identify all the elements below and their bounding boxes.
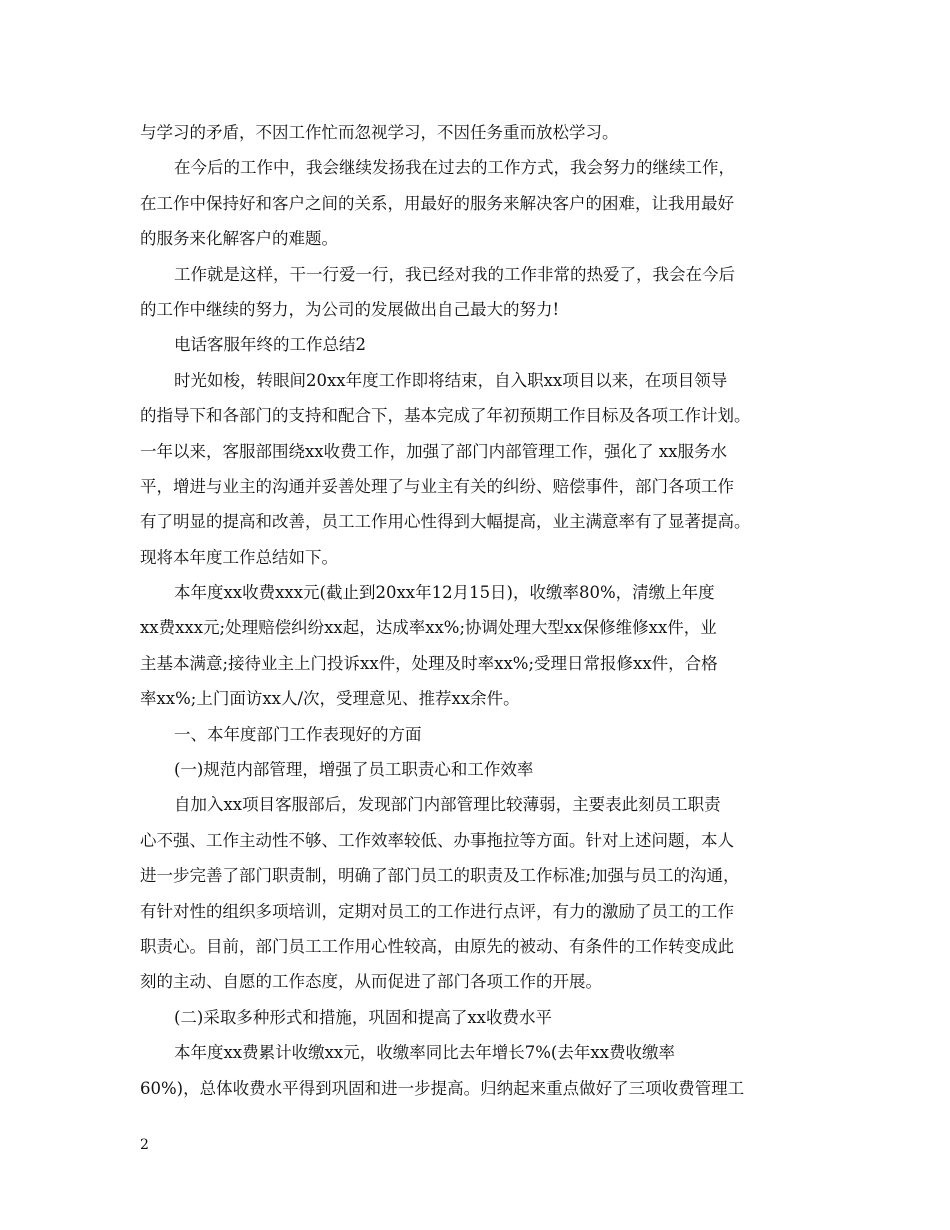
- document-body: [140, 115, 820, 1106]
- text-line: 工作就是这样，干一行爱一行，我已经对我的工作非常的热爱了，我会在今后: [174, 264, 735, 284]
- text-line: 一年以来，客服部围绕xx收费工作，加强了部门内部管理工作，强化了 xx服务水: [140, 441, 727, 461]
- text-line: 刻的主动、自愿的工作态度，从而促进了部门各项工作的开展。: [140, 972, 602, 992]
- text-line: 电话客服年终的工作总结2: [174, 335, 366, 355]
- text-line: 有了明显的提高和改善，员工工作用心性得到大幅提高，业主满意率有了显著提高。: [140, 512, 751, 532]
- text-line: 本年度xx费累计收缴xx元，收缴率同比去年增长7%(去年xx费收缴率: [174, 1043, 675, 1063]
- text-line: 心不强、工作主动性不够、工作效率较低、办事拖拉等方面。针对上述问题，本人: [140, 830, 734, 850]
- text-line: 的指导下和各部门的支持和配合下，基本完成了年初预期工作目标及各项工作计划。: [140, 406, 751, 426]
- text-line: 在今后的工作中，我会继续发扬我在过去的工作方式，我会努力的继续工作，: [174, 158, 735, 178]
- text-line: 与学习的矛盾，不因工作忙而忽视学习，不因任务重而放松学习。: [140, 123, 619, 142]
- text-line: 本年度xx收费xxx元(截止到20xx年12月15日)，收缴率80%，清缴上年度: [174, 583, 715, 603]
- text-line: (二)采取多种形式和措施，巩固和提高了xx收费水平: [174, 1007, 552, 1027]
- text-line: 60%)，总体收费水平得到巩固和进一步提高。归纳起来重点做好了三项收费管理工: [140, 1078, 745, 1098]
- text-line: 进一步完善了部门职责制，明确了部门员工的职责及工作标准;加强与员工的沟通，: [140, 866, 740, 886]
- page-number: 2: [140, 1137, 149, 1153]
- text-line: 职责心。目前，部门员工工作用心性较高，由原先的被动、有条件的工作转变成此: [140, 936, 734, 956]
- text-line: 自加入xx项目客服部后，发现部门内部管理比较薄弱，主要表此刻员工职责: [174, 795, 721, 815]
- text-line: 平，增进与业主的沟通并妥善处理了与业主有关的纠纷、赔偿事件，部门各项工作: [140, 476, 734, 496]
- text-line: xx费xxx元;处理赔偿纠纷xx起，达成率xx%;协调处理大型xx保修维修xx件，业: [140, 618, 717, 638]
- text-line: 主基本满意;接待业主上门投诉xx件，处理及时率xx%;受理日常报修xx件，合格: [140, 653, 718, 673]
- text-line: 现将本年度工作总结如下。: [140, 547, 338, 567]
- text-line: 一、本年度部门工作表现好的方面: [174, 724, 422, 744]
- text-line: 有针对性的组织多项培训，定期对员工的工作进行点评，有力的激励了员工的工作: [140, 901, 734, 921]
- text-line: 时光如梭，转眼间20xx年度工作即将结束，自入职xx项目以来，在项目领导: [174, 370, 728, 390]
- text-line: 率xx%;上门面访xx人/次，受理意见、推荐xx余件。: [140, 689, 520, 709]
- text-line: (一)规范内部管理，增强了员工职责心和工作效率: [174, 760, 534, 780]
- text-line: 在工作中保持好和客户之间的关系，用最好的服务来解决客户的困难，让我用最好: [140, 193, 734, 213]
- text-line: 的服务来化解客户的难题。: [140, 229, 338, 249]
- text-line: 的工作中继续的努力，为公司的发展做出自己最大的努力!: [140, 299, 560, 319]
